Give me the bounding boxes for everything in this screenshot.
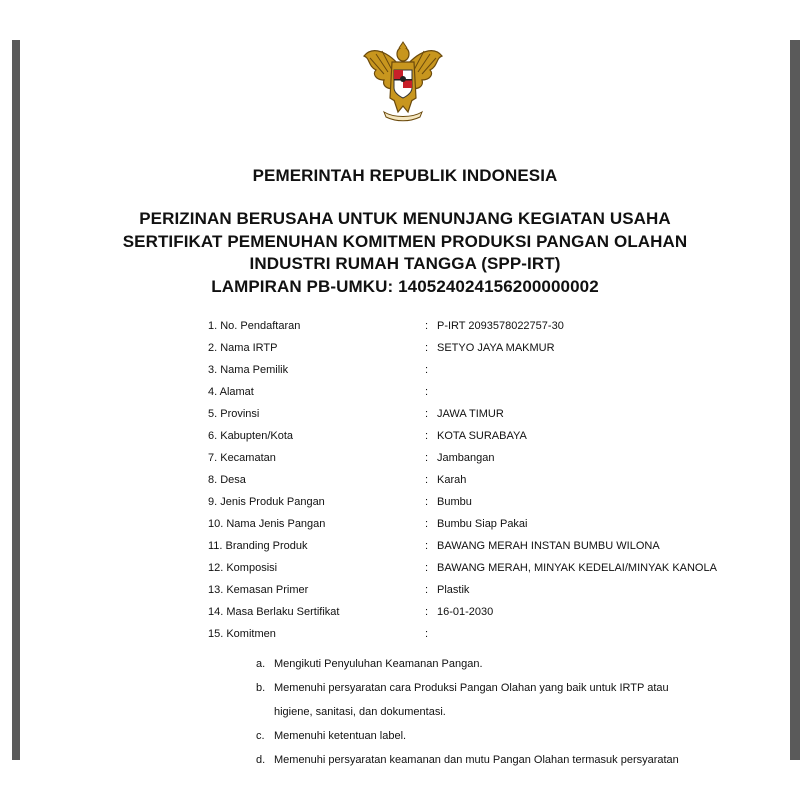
- field-colon: :: [425, 584, 429, 596]
- field-label: 5. Provinsi: [208, 408, 260, 420]
- field-label: 3. Nama Pemilik: [208, 364, 289, 376]
- field-value: KOTA SURABAYA: [437, 430, 527, 442]
- field-label: 12. Komposisi: [208, 562, 278, 574]
- field-colon: :: [425, 518, 429, 530]
- commitment-letter: d.: [256, 754, 266, 766]
- commitment-letter: a.: [256, 658, 266, 670]
- viewer-scrollbar[interactable]: [790, 40, 800, 760]
- field-label: 4. Alamat: [208, 386, 254, 398]
- field-row: [208, 342, 768, 364]
- field-colon: :: [425, 628, 429, 640]
- field-label: 10. Nama Jenis Pangan: [208, 518, 326, 530]
- field-row: [208, 584, 768, 606]
- field-colon: :: [425, 606, 429, 618]
- field-label: 2. Nama IRTP: [208, 342, 278, 354]
- certificate-fields: [208, 320, 768, 650]
- field-value: BAWANG MERAH INSTAN BUMBU WILONA: [437, 540, 660, 552]
- field-row: [208, 452, 768, 474]
- field-label: 14. Masa Berlaku Sertifikat: [208, 606, 340, 618]
- field-value: Bumbu Siap Pakai: [437, 518, 528, 530]
- commitment-letter: c.: [256, 730, 265, 742]
- commitment-letter: b.: [256, 682, 266, 694]
- field-label: 13. Kemasan Primer: [208, 584, 309, 596]
- field-row: [208, 540, 768, 562]
- field-value: JAWA TIMUR: [437, 408, 504, 420]
- field-colon: :: [425, 562, 429, 574]
- government-heading: PEMERINTAH REPUBLIK INDONESIA: [252, 166, 558, 185]
- field-row: [208, 606, 768, 628]
- field-row: [208, 562, 768, 584]
- commitment-text: Memenuhi persyaratan keamanan dan mutu Pangan Olahan termasuk persyaratan: [274, 754, 679, 766]
- viewer-left-edge: [12, 40, 20, 760]
- title-line: INDUSTRI RUMAH TANGGA (SPP-IRT): [249, 254, 561, 273]
- commitment-item: [256, 724, 776, 748]
- field-value: P-IRT 2093578022757-30: [437, 320, 564, 332]
- field-row: [208, 518, 768, 540]
- field-row: [208, 474, 768, 496]
- field-value: BAWANG MERAH, MINYAK KEDELAI/MINYAK KANOLA: [437, 562, 717, 574]
- field-colon: :: [425, 320, 429, 332]
- field-value: 16-01-2030: [437, 606, 494, 618]
- commitment-text: Memenuhi persyaratan cara Produksi Pangan Olahan yang baik untuk IRTP atau: [274, 682, 669, 694]
- field-label: 15. Komitmen: [208, 628, 276, 640]
- field-row: [208, 386, 768, 408]
- field-row: [208, 320, 768, 342]
- field-row: [208, 628, 768, 650]
- field-row: [208, 430, 768, 452]
- field-colon: :: [425, 540, 429, 552]
- field-colon: :: [425, 386, 429, 398]
- field-value: Plastik: [437, 584, 470, 596]
- field-label: 11. Branding Produk: [208, 540, 308, 552]
- title-line: PERIZINAN BERUSAHA UNTUK MENUNJANG KEGIATAN USAHA: [139, 209, 671, 228]
- commitment-text: Memenuhi ketentuan label.: [274, 730, 407, 742]
- field-value: Karah: [437, 474, 467, 486]
- field-value: Bumbu: [437, 496, 472, 508]
- field-row: [208, 364, 768, 386]
- title-line: SERTIFIKAT PEMENUHAN KOMITMEN PRODUKSI PANGAN OLAHAN: [122, 231, 688, 251]
- field-label: 8. Desa: [208, 474, 246, 486]
- field-label: 9. Jenis Produk Pangan: [208, 496, 325, 508]
- field-colon: :: [425, 496, 429, 508]
- title-line: LAMPIRAN PB-UMKU: 140524024156200000002: [211, 276, 599, 296]
- commitment-text: Mengikuti Penyuluhan Keamanan Pangan.: [274, 658, 483, 670]
- commitment-item: [256, 748, 776, 772]
- field-label: 1. No. Pendaftaran: [208, 320, 301, 332]
- commitment-item: [256, 676, 776, 724]
- certificate-title: [20, 208, 790, 298]
- document-page: [20, 0, 790, 800]
- field-value: Jambangan: [437, 452, 495, 464]
- field-colon: :: [425, 430, 429, 442]
- field-colon: :: [425, 342, 429, 354]
- field-colon: :: [425, 408, 429, 420]
- garuda-emblem-icon: [358, 40, 448, 122]
- commitment-text: higiene, sanitasi, dan dokumentasi.: [274, 706, 446, 718]
- field-colon: :: [425, 452, 429, 464]
- field-row: [208, 408, 768, 430]
- commitment-item: [256, 652, 776, 676]
- field-row: [208, 496, 768, 518]
- field-colon: :: [425, 474, 429, 486]
- commitment-list: [256, 652, 776, 772]
- field-colon: :: [425, 364, 429, 376]
- field-label: 7. Kecamatan: [208, 452, 276, 464]
- field-value: SETYO JAYA MAKMUR: [437, 342, 555, 354]
- field-label: 6. Kabupten/Kota: [208, 430, 294, 442]
